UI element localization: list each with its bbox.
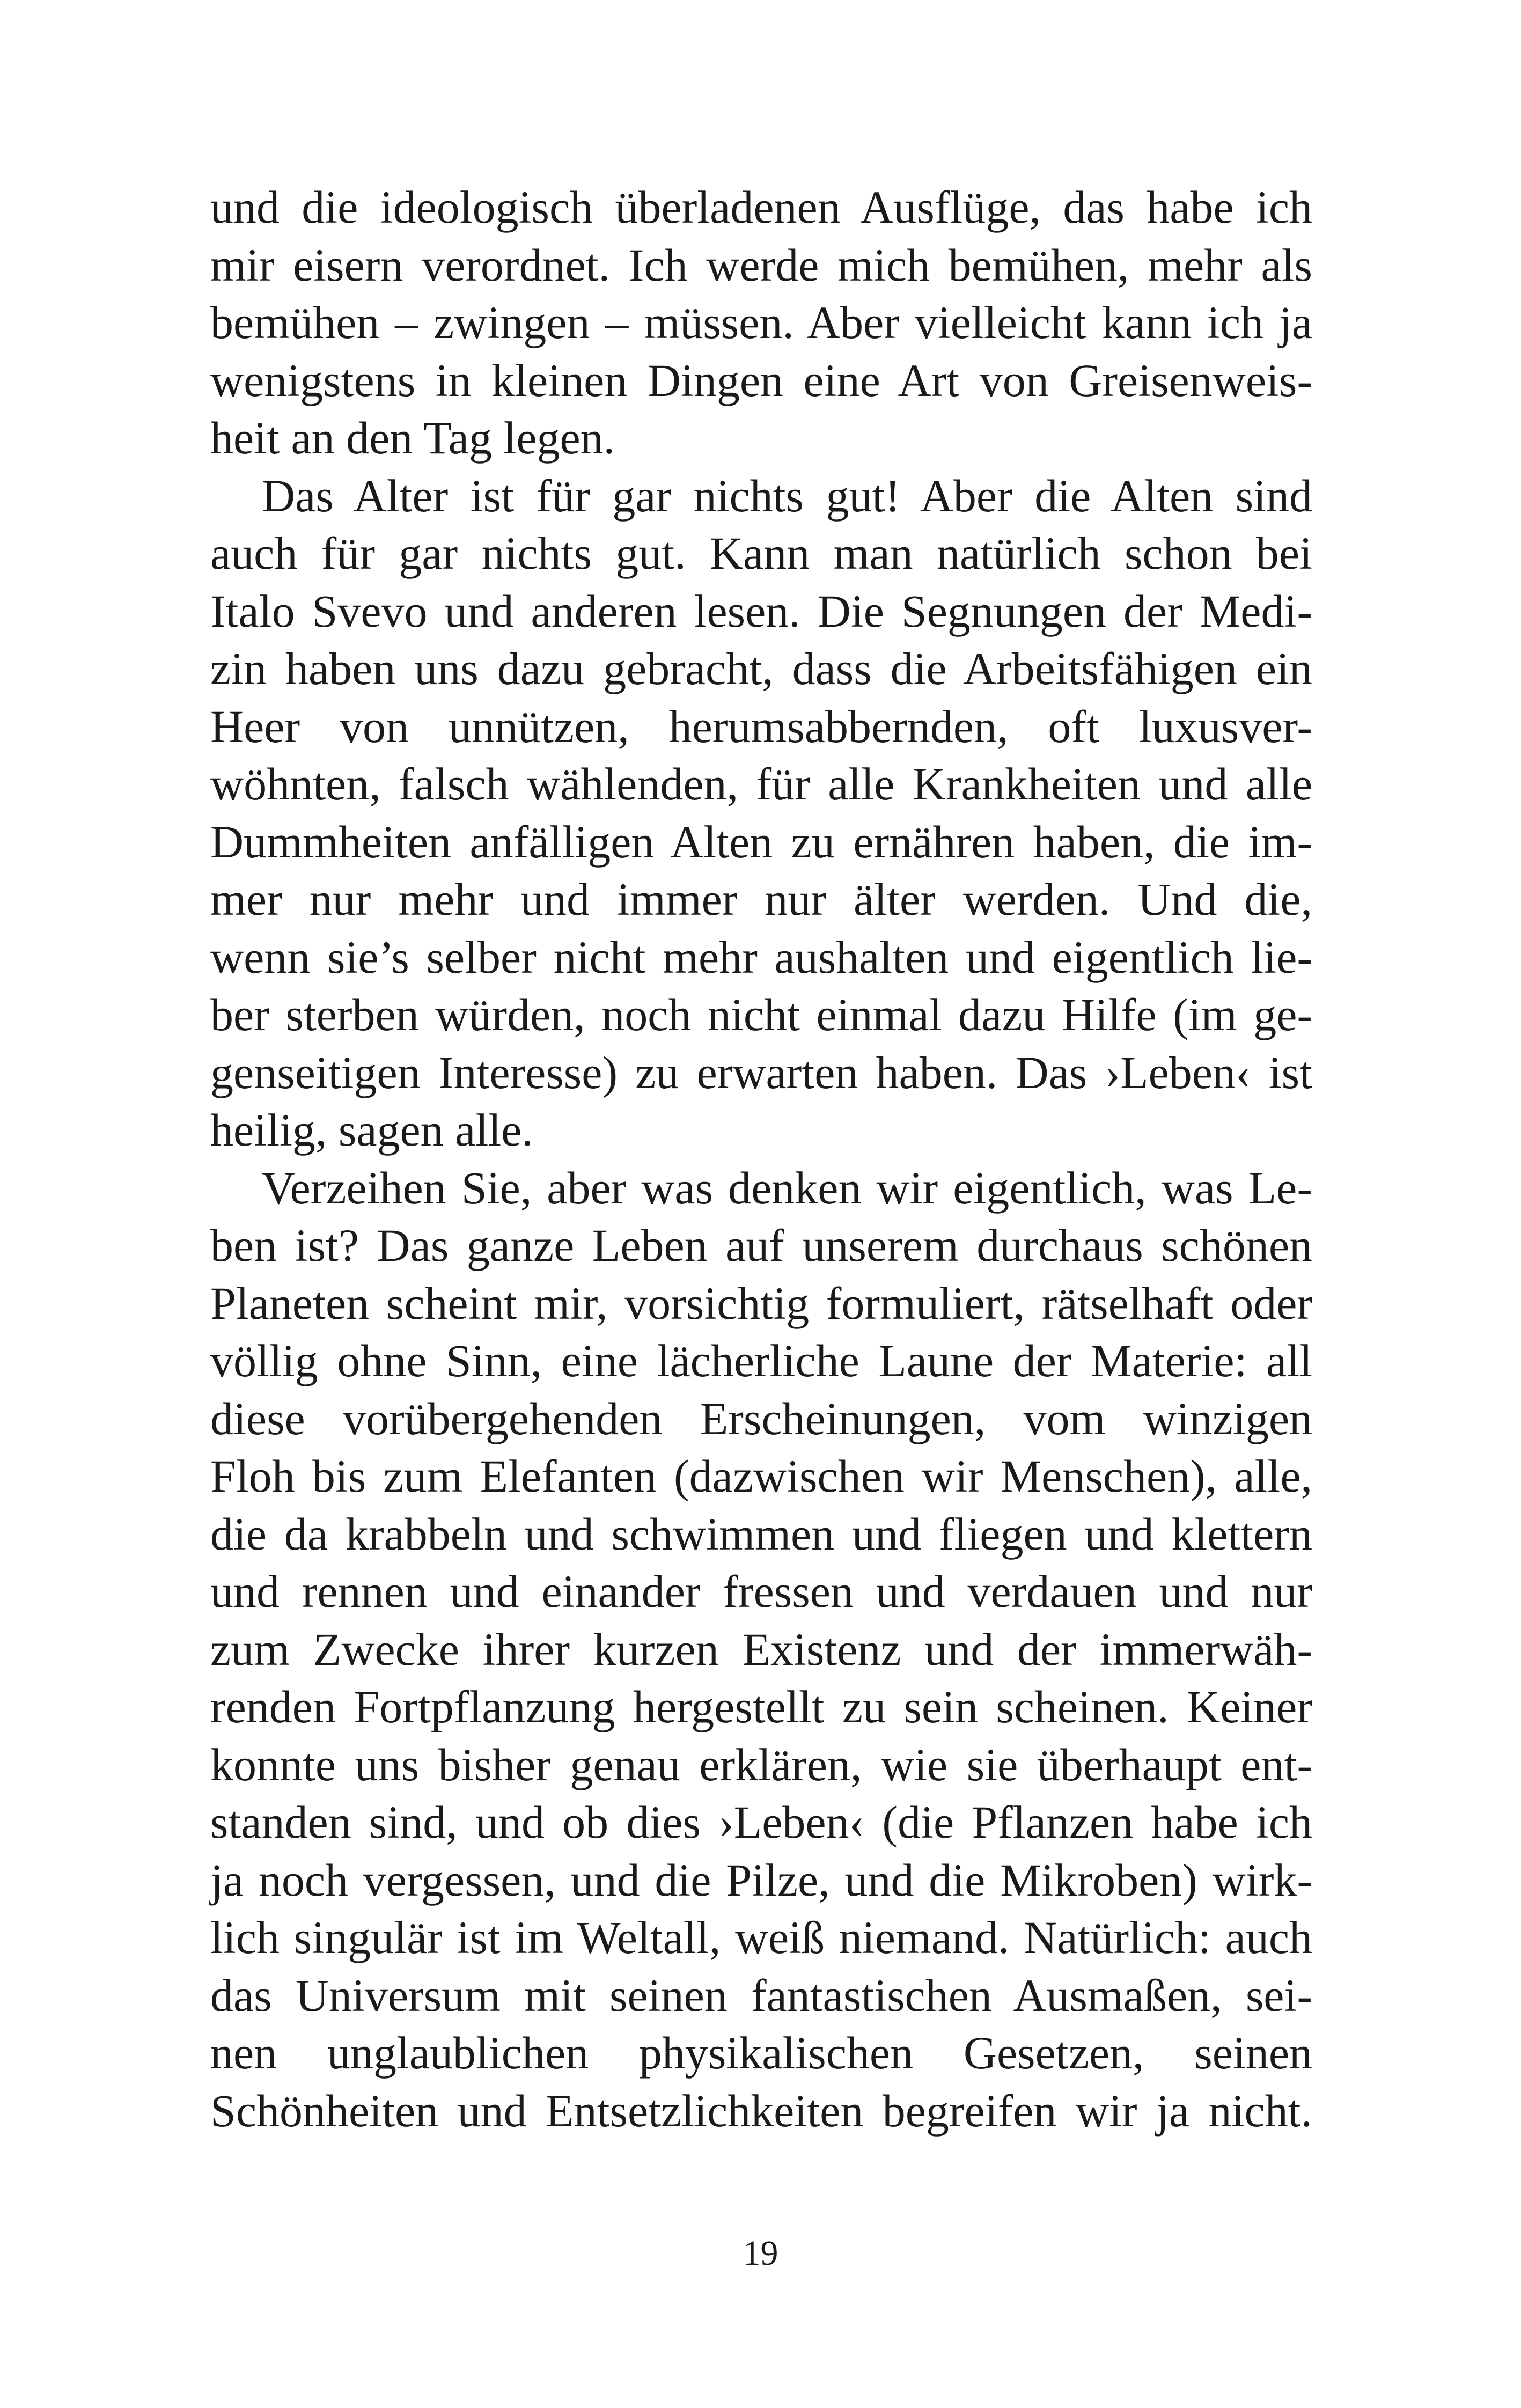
paragraph	[210, 467, 1312, 1159]
paragraph	[210, 1159, 1312, 2140]
text-line: zum Zwecke ihrer kurzen Existenz und der immerwäh-	[210, 1623, 1312, 1675]
text-line: wenn sie’s selber nicht mehr aushalten und eigentlich lie-	[210, 931, 1312, 983]
page-number: 19	[743, 2234, 778, 2273]
text-line: Dummheiten anfälligen Alten zu ernähren haben, die im-	[210, 816, 1312, 868]
body-text	[210, 179, 1312, 2140]
text-line: ben ist? Das ganze Leben auf unserem durchaus schönen	[210, 1220, 1312, 1271]
text-line: wenigstens in kleinen Dingen eine Art von Greisenweis-	[210, 354, 1312, 406]
text-line: Italo Svevo und anderen lesen. Die Segnungen der Medi-	[210, 585, 1312, 637]
text-line: völlig ohne Sinn, eine lächerliche Laune der Materie: all	[210, 1335, 1312, 1386]
text-line: und rennen und einander fressen und verdauen und nur	[210, 1566, 1312, 1617]
text-line: auch für gar nichts gut. Kann man natürlich schon bei	[210, 527, 1312, 579]
text-line: konnte uns bisher genau erklären, wie sie überhaupt ent-	[210, 1738, 1312, 1790]
text-line: die da krabbeln und schwimmen und fliegen und klettern	[210, 1508, 1312, 1560]
text-line: und die ideologisch überladenen Ausflüge, das habe ich	[210, 181, 1312, 233]
text-line: Heer von unnützen, herumsabbernden, oft luxusver-	[210, 700, 1312, 752]
text-line: Verzeihen Sie, aber was denken wir eigentlich, was Le-	[262, 1162, 1312, 1214]
text-line: Planeten scheint mir, vorsichtig formuliert, rätselhaft oder	[210, 1277, 1312, 1329]
paragraph	[210, 179, 1312, 467]
text-line: standen sind, und ob dies ›Leben‹ (die Pflanzen habe ich	[210, 1796, 1312, 1848]
text-line: mer nur mehr und immer nur älter werden. Und die,	[210, 873, 1312, 925]
text-line: Floh bis zum Elefanten (dazwischen wir Menschen), alle,	[210, 1450, 1312, 1502]
text-line: mir eisern verordnet. Ich werde mich bemühen, mehr als	[210, 239, 1312, 291]
text-line: diese vorübergehenden Erscheinungen, vom winzigen	[210, 1392, 1312, 1444]
text-line: wöhnten, falsch wählenden, für alle Krankheiten und alle	[210, 758, 1312, 810]
text-line: ja noch vergessen, und die Pilze, und die Mikroben) wirk-	[210, 1854, 1312, 1906]
text-line: ber sterben würden, noch nicht einmal dazu Hilfe (im ge-	[210, 989, 1312, 1040]
text-line: renden Fortpflanzung hergestellt zu sein scheinen. Keiner	[210, 1681, 1312, 1732]
text-line: lich singulär ist im Weltall, weiß niemand. Natürlich: auch	[210, 1912, 1312, 1963]
text-line: genseitigen Interesse) zu erwarten haben. Das ›Leben‹ ist	[210, 1046, 1312, 1098]
text-line: Schönheiten und Entsetzlichkeiten begreifen wir ja nicht.	[210, 2084, 1312, 2137]
text-line: heit an den Tag legen.	[210, 412, 615, 464]
text-line: zin haben uns dazu gebracht, dass die Arbeitsfähigen ein	[210, 643, 1312, 694]
text-line: Das Alter ist für gar nichts gut! Aber die Alten sind	[262, 469, 1312, 522]
text-line: heilig, sagen alle.	[210, 1104, 533, 1156]
text-line: das Universum mit seinen fantastischen Ausmaßen, sei-	[210, 1969, 1312, 2021]
text-line: nen unglaublichen physikalischen Gesetzen, seinen	[210, 2027, 1312, 2079]
text-line: bemühen – zwingen – müssen. Aber vielleicht kann ich ja	[210, 297, 1312, 348]
